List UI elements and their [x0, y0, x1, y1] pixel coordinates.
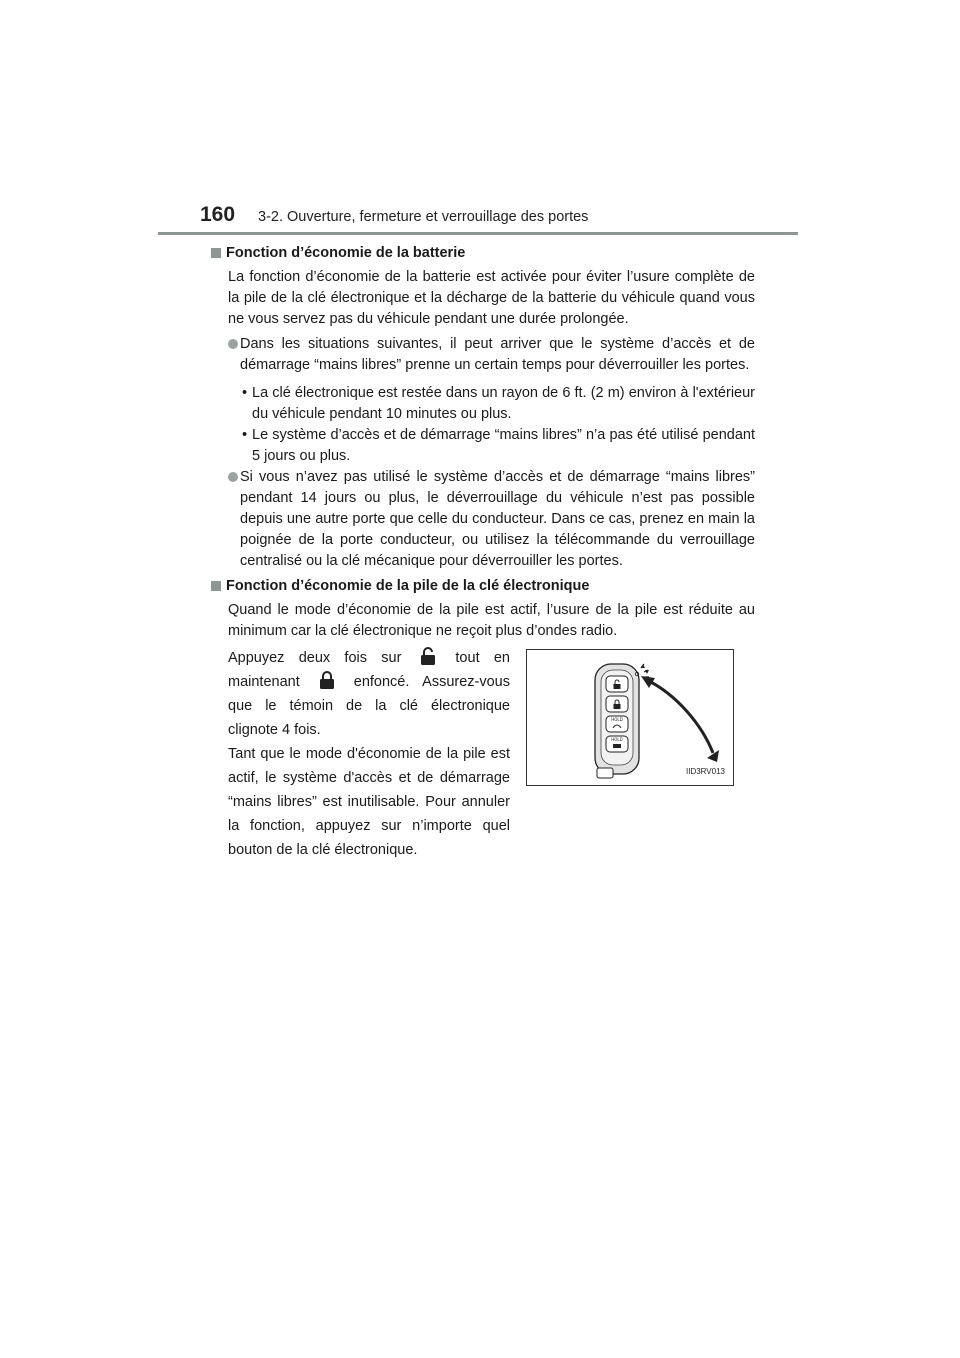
header-rule: [158, 232, 798, 235]
page-number: 160: [200, 203, 236, 226]
sub-bullet-marker: •: [242, 385, 248, 401]
bullet-item: [228, 334, 755, 376]
heading-battery-saving: [210, 243, 755, 264]
sub-bullet-text: Le système d’accès et de démarrage “mains libres” n’a pas été utilisé pendant 5 jours ou plus.: [252, 427, 755, 464]
fob-hold-label: HOLD: [611, 737, 623, 742]
figure-code: IID3RV013: [686, 767, 725, 776]
sub-bullet-marker: •: [242, 427, 248, 443]
sub-bullet-item: [240, 425, 755, 467]
round-bullet-icon: [228, 339, 238, 349]
heading-key-battery-saving: [210, 576, 755, 597]
bullet-item: [228, 467, 755, 572]
instruction-part: Tant que le mode d'économie de la pile est actif, le système d'accès et de démarrage “mains libres” est inutilisable. Pour annuler la fonction, appuyez sur n’importe quel bouton de la clé électronique.: [228, 746, 510, 858]
lock-icon: [316, 670, 338, 690]
instruction-part: Appuyez deux fois sur: [228, 650, 402, 666]
square-bullet-icon: [211, 581, 221, 591]
bullet-text: Dans les situations suivantes, il peut arriver que le système d’accès et de démarrage “mains libres” prenne un certain temps pour déverrouiller les portes.: [240, 336, 755, 373]
instruction-text: [228, 646, 510, 862]
heading-text: Fonction d’économie de la batterie: [226, 245, 466, 261]
square-bullet-icon: [211, 248, 221, 258]
key-fob-figure: [526, 649, 734, 786]
heading-text: Fonction d’économie de la pile de la clé électronique: [226, 578, 590, 594]
sub-bullet-text: La clé électronique est restée dans un rayon de 6 ft. (2 m) environ à l'extérieur du véhicule pendant 10 minutes ou plus.: [252, 385, 755, 422]
section-title: 3-2. Ouverture, fermeture et verrouillage des portes: [258, 209, 589, 225]
instruction-part: tout en maintenant: [228, 650, 510, 690]
round-bullet-icon: [228, 472, 238, 482]
page-content: [210, 243, 755, 858]
key-battery-saving-intro: Quand le mode d’économie de la pile est actif, l’usure de la pile est réduite au minimum car la clé électronique ne reçoit plus d’ondes radio.: [228, 602, 755, 639]
bullet-text: Si vous n’avez pas utilisé le système d’accès et de démarrage “mains libres” pendant 14 jours ou plus, le déverrouillage du véhicule n’est pas possible depuis une autre porte que celle du conducteur. Dans ce cas, prenez en main la poignée de la porte conducteur, ou utilisez la télécommande du verrouillage centralisé ou la clé mécanique pour déverrouiller les portes.: [240, 469, 755, 569]
sub-bullet-item: [240, 383, 755, 425]
page-header: [0, 0, 960, 240]
unlock-icon: [417, 646, 439, 666]
instruction-part: enfoncé. Assurez-vous que le témoin de la clé électronique clignote 4 fois.: [228, 674, 510, 738]
battery-saving-intro: La fonction d’économie de la batterie est activée pour éviter l’usure complète de la pile de la clé électronique et la décharge de la batterie du véhicule quand vous ne vous servez pas du véhicule pendant une durée prolongée.: [228, 269, 755, 327]
fob-hold-label: HOLD: [611, 717, 623, 722]
instruction-with-figure: [228, 646, 755, 858]
